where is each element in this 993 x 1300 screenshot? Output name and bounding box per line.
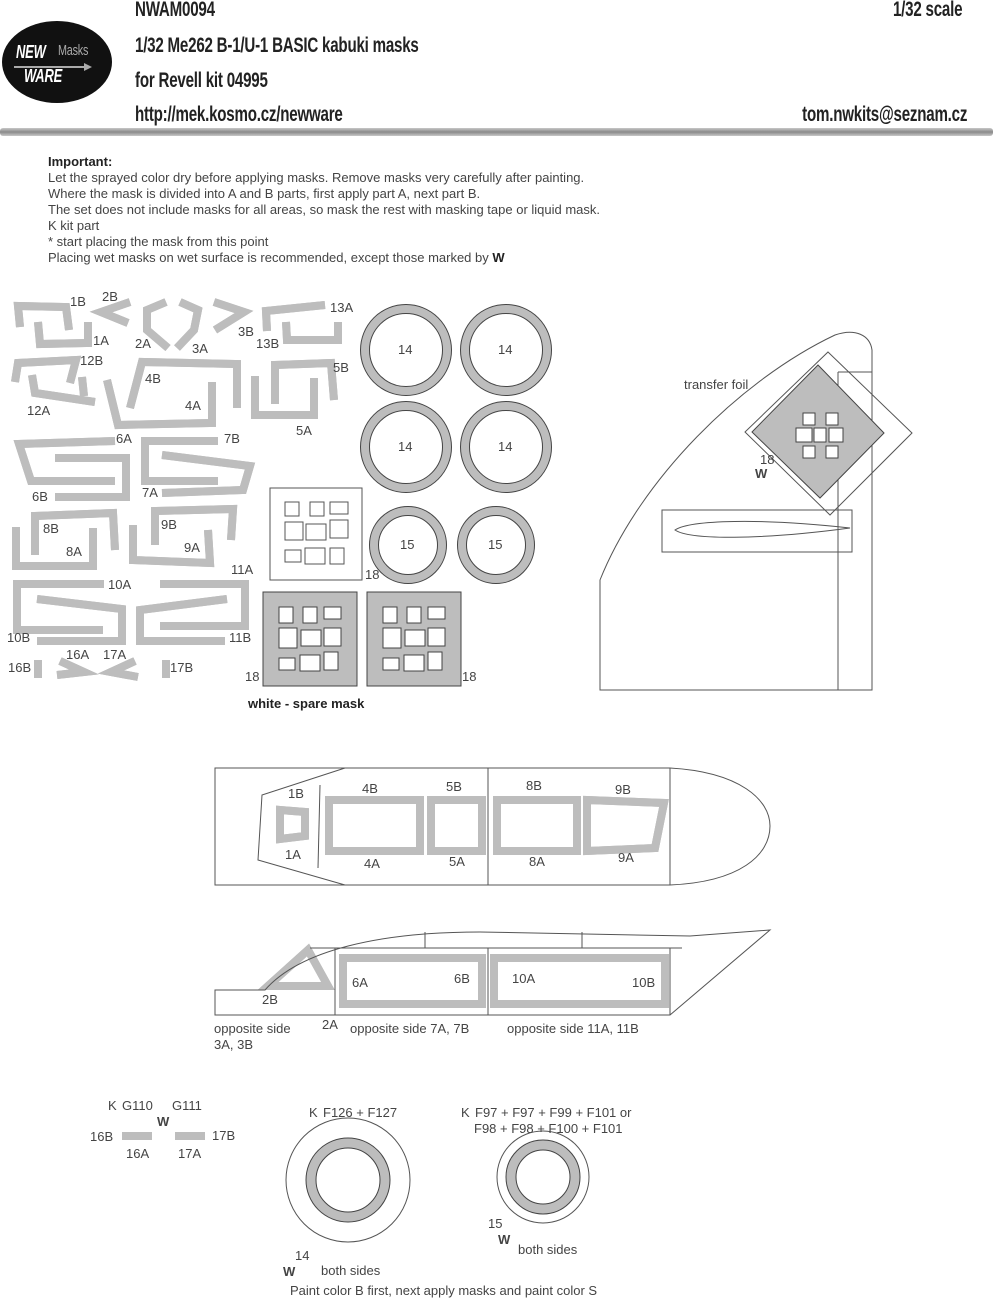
part-label: 12B (80, 353, 104, 368)
part-label: 8B (43, 521, 59, 536)
part-label: 3A (192, 341, 208, 356)
part-label: 13B (256, 336, 280, 351)
part-label: 9A (618, 850, 634, 865)
part-label: 13A (330, 300, 354, 315)
instruction-line: K kit part (48, 218, 100, 233)
both-sides-note: both sides (518, 1242, 578, 1257)
part-label: 5B (333, 360, 349, 375)
part-label: 16B (8, 660, 32, 675)
opposite-side-note: opposite side 7A, 7B (350, 1021, 470, 1036)
part-label: 14 (398, 342, 413, 357)
part-label: 15 (400, 537, 415, 552)
part-label: 6B (454, 971, 470, 986)
kit-part: G110 (122, 1098, 153, 1113)
part-label: 17B (212, 1128, 236, 1143)
part-label: 6A (352, 975, 368, 990)
part-label: 2A (135, 336, 151, 351)
kit-marker: K (309, 1105, 318, 1120)
kit-part: F126 + F127 (323, 1105, 398, 1120)
part-label: 8A (66, 544, 82, 559)
kit-part: G111 (172, 1098, 202, 1113)
scale: 1/32 scale (892, 0, 962, 21)
part-label: 10A (108, 577, 132, 592)
part-label: 4B (362, 781, 378, 796)
part-label: 4A (364, 856, 380, 871)
product-title: 1/32 Me262 B-1/U-1 BASIC kabuki masks (135, 34, 419, 57)
part-label: 11B (229, 630, 252, 645)
mask-18 (263, 592, 357, 686)
w-mark-icon: W (283, 1264, 296, 1279)
part-label: 3B (238, 324, 254, 339)
both-sides-note: both sides (321, 1263, 381, 1278)
part-label: 1B (70, 294, 86, 309)
instruction-line: Placing wet masks on wet surface is recommended, except those marked by (48, 250, 489, 265)
product-code: NWAM0094 (135, 0, 215, 21)
part-label: 7A (142, 485, 158, 500)
w-mark-icon: W (755, 466, 768, 481)
part-label: 5A (296, 423, 312, 438)
part-label: 14 (498, 342, 513, 357)
instructions-heading: Important: (48, 154, 113, 169)
w-mark-icon: W (498, 1232, 511, 1247)
part-label: 6B (32, 489, 48, 504)
kit-reference: for Revell kit 04995 (135, 69, 268, 92)
part-label: 10B (7, 630, 31, 645)
part-label: 15 (488, 1216, 503, 1231)
part-label: 6A (116, 431, 132, 446)
w-mark-icon: W (492, 250, 505, 265)
wheel-drawing-14 (286, 1118, 410, 1242)
part-label: 4A (185, 398, 201, 413)
website-link[interactable]: http://mek.kosmo.cz/newware (135, 103, 343, 126)
part-label: 14 (295, 1248, 310, 1263)
part-label: 2B (102, 289, 118, 304)
wheel-drawing-15 (497, 1131, 589, 1223)
part-label: 2A (322, 1017, 338, 1032)
part-label: 9B (161, 517, 177, 532)
part-label: 16A (126, 1146, 150, 1161)
part-label: 17A (178, 1146, 202, 1161)
mask-shapes (15, 302, 665, 1136)
instructions (48, 154, 600, 266)
part-label: 18 (462, 669, 477, 684)
kit-part: F97 + F97 + F99 + F101 or (475, 1105, 632, 1120)
kit-marker: K (108, 1098, 117, 1113)
part-label: 9A (184, 540, 200, 555)
email-link[interactable]: tom.nwkits@seznam.cz (801, 103, 967, 126)
tail-fin-drawing (600, 332, 912, 690)
opposite-side-note: opposite side (214, 1021, 291, 1036)
part-label: 15 (488, 537, 503, 552)
part-label: 18 (760, 452, 775, 467)
part-label: 1A (285, 847, 301, 862)
part-label: 4B (145, 371, 161, 386)
wheel-masks (365, 309, 547, 579)
spare-mask-note: white - spare mask (248, 696, 365, 711)
part-label: 9B (615, 782, 631, 797)
part-label: 7B (224, 431, 240, 446)
part-label: 8B (526, 778, 542, 793)
w-mark-icon: W (157, 1114, 170, 1129)
instruction-line: The set does not include masks for all areas, so mask the rest with masking tape or liquid mask. (48, 202, 601, 217)
opposite-side-note: 3A, 3B (214, 1037, 254, 1052)
part-label: 18 (365, 567, 380, 582)
part-label: 14 (498, 439, 513, 454)
header-divider (0, 128, 993, 136)
opposite-side-note: opposite side 11A, 11B (507, 1021, 639, 1036)
part-label: 1A (93, 333, 109, 348)
painting-note: Paint color B first, next apply masks and paint color S (290, 1283, 598, 1298)
part-label: 10B (632, 975, 656, 990)
kit-part: F98 + F98 + F100 + F101 (474, 1121, 623, 1136)
mask-18 (367, 592, 461, 686)
instruction-line: * start placing the mask from this point (48, 234, 269, 249)
logo-masks: Masks (58, 42, 89, 59)
part-label: 17B (170, 660, 194, 675)
part-label: 2B (262, 992, 278, 1007)
part-label: 18 (245, 669, 260, 684)
instruction-line: Let the sprayed color dry before applying masks. Remove masks very carefully after painting. (48, 170, 585, 185)
part-label: 1B (288, 786, 304, 801)
part-label: 11A (231, 562, 254, 577)
part-label: 17A (103, 647, 127, 662)
part-label: 5A (449, 854, 465, 869)
kit-marker: K (461, 1105, 470, 1120)
mask-outlines (15, 302, 665, 1136)
part-label: 8A (529, 854, 545, 869)
logo-new: NEW (16, 42, 46, 62)
transfer-foil-label: transfer foil (684, 377, 749, 392)
mask-18-spare (270, 488, 362, 580)
part-label: 16A (66, 647, 90, 662)
part-label: 12A (27, 403, 51, 418)
part-label: 14 (398, 439, 413, 454)
instruction-line: Where the mask is divided into A and B parts, first apply part A, next part B. (48, 186, 481, 201)
logo-ware: WARE (24, 66, 63, 86)
part-label: 5B (446, 779, 462, 794)
part-label: 10A (512, 971, 536, 986)
part-label: 16B (90, 1129, 114, 1144)
